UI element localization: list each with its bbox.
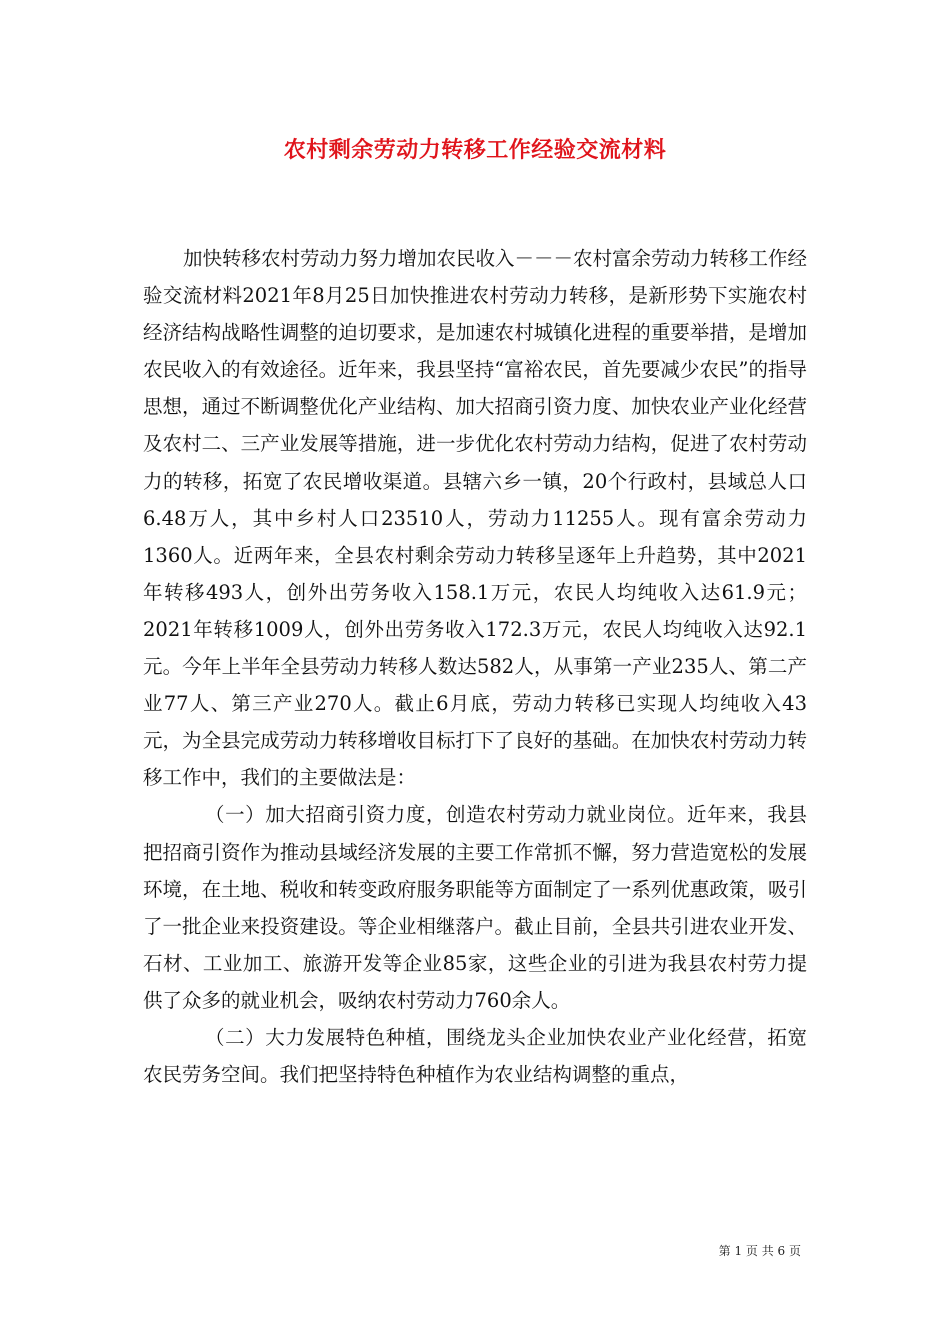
paragraph-intro: 加快转移农村劳动力努力增加农民收入－－－农村富余劳动力转移工作经验交流材料2021年8月25日加快推进农村劳动力转移，是新形势下实施农村经济结构战略性调整的迫切要求，是加速农村城镇化进程的重要举措，是增加农民收入的有效途径。近年来，我县坚持“富裕农民，首先要减少农民”的指导思想，通过不断调整优化产业结构、加大招商引资力度、加快农业产业化经营及农村二、三产业发展等措施，进一步优化农村劳动力结构，促进了农村劳动力的转移，拓宽了农民增收渠道。县辖六乡一镇，20个行政村，县域总人口6.48万人，其中乡村人口23510人，劳动力11255人。现有富余劳动力1360人。近两年来，全县农村剩余劳动力转移呈逐年上升趋势，其中2021年转移493人，创外出劳务收入158.1万元，农民人均纯收入达61.9元；2021年转移1009人，创外出劳务收入172.3万元，农民人均纯收入达92.1元。今年上半年全县劳动力转移人数达582人，从事第一产业235人、第二产业77人、第三产业270人。截止6月底，劳动力转移已实现人均纯收入43元，为全县完成劳动力转移增收目标打下了良好的基础。在加快农村劳动力转移工作中，我们的主要做法是：	[143, 247, 808, 790]
page-title: 农村剩余劳动力转移工作经验交流材料	[283, 137, 667, 163]
document-body	[143, 240, 807, 1093]
page-number-footer: 第 1 页 共 6 页	[718, 1244, 801, 1258]
paragraph-section-1: （一）加大招商引资力度，创造农村劳动力就业岗位。近年来，我县把招商引资作为推动县域经济发展的主要工作常抓不懈，努力营造宽松的发展环境，在土地、税收和转变政府服务职能等方面制定了一系列优惠政策，吸引了一批企业来投资建设。等企业相继落户。截止目前，全县共引进农业开发、石材、工业加工、旅游开发等企业85家，这些企业的引进为我县农村劳力提供了众多的就业机会，吸纳农村劳动力760余人。	[143, 803, 807, 1012]
paragraph-section-2: （二）大力发展特色种植，围绕龙头企业加快农业产业化经营，拓宽农民劳务空间。我们把坚持特色种植作为农业结构调整的重点，	[143, 1025, 807, 1087]
